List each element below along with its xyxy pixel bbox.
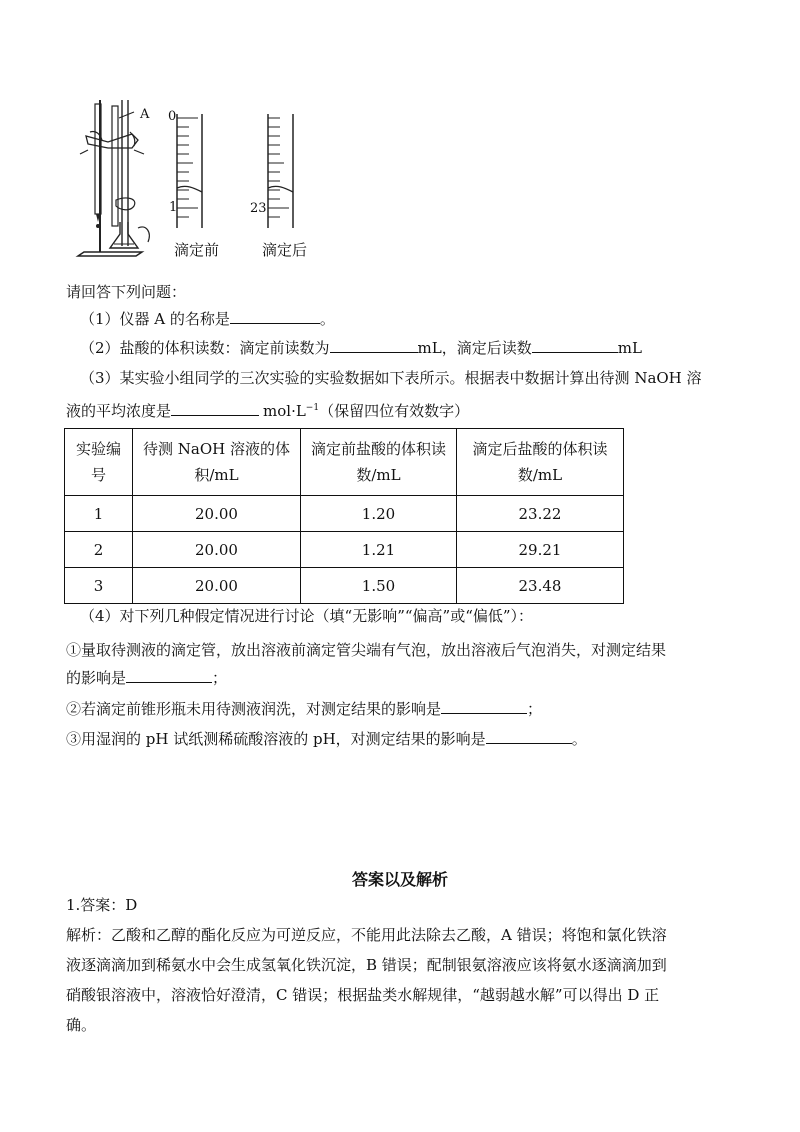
table-row [65,568,624,604]
table-row [65,532,624,568]
q4-item1-text: 的影响是 [66,669,127,687]
question-3-line-1: （3）某实验小组同学的三次实验的实验数据如下表所示。根据表中数据计算出待测 NaOH 溶 [80,369,702,387]
question-1 [80,309,335,329]
q4-item3-text: ③用湿润的 pH 试纸测稀硫酸溶液的 pH，对测定结果的影响是 [66,730,486,748]
table-cell: 2 [65,532,133,568]
question-2 [80,338,642,358]
table-header-cell: 滴定后盐酸的体积读数/mL [457,429,624,496]
explanation-line: 确。 [66,1016,97,1034]
question-4-item-2 [66,699,542,719]
q4-item2-end: ； [527,700,543,718]
table-header-cell: 待测 NaOH 溶液的体积/mL [133,429,301,496]
table-cell: 1.20 [301,496,457,532]
answer-blank [486,729,572,744]
caption-after: 滴定后 [262,241,308,259]
table-cell: 1 [65,496,133,532]
q3-note: （保留四位有效数字） [319,402,470,420]
explanation-line: 液逐滴滴加到稀氨水中会生成氢氧化铁沉淀，B 错误；配制银氨溶液应该将氨水逐滴滴加到 [66,956,667,974]
question-4-intro: （4）对下列几种假定情况进行讨论（填“无影响”“偏高”或“偏低”）： [80,607,534,625]
question-3-line-2 [66,398,469,421]
q1-text: （1）仪器 A 的名称是 [80,310,230,328]
q3-unit-exponent: −1 [305,403,320,413]
tick-1: 1 [169,200,178,215]
answer-blank [441,699,527,714]
q4-item1-end: ； [212,669,228,687]
table-cell: 3 [65,568,133,604]
table-cell: 20.00 [133,532,301,568]
q2-text-1: （2）盐酸的体积读数：滴定前读数为 [80,339,330,357]
table-cell: 23.22 [457,496,624,532]
answer-blank [330,338,418,353]
answer-label: 1.答案：D [66,896,138,914]
explanation-line: 解析：乙酸和乙醇的酯化反应为可逆反应，不能用此法除去乙酸，A 错误；将饱和氯化铁溶 [66,926,667,944]
answer-section-title: 答案以及解析 [351,870,448,889]
answer-blank [230,309,320,324]
table-row [65,496,624,532]
table-cell: 1.50 [301,568,457,604]
experiment-data-table [64,428,624,604]
question-4-item-1-line-1: ①量取待测液的滴定管，放出溶液前滴定管尖端有气泡，放出溶液后气泡消失，对测定结果 [66,641,667,659]
question-4-item-3 [66,729,587,749]
table-header-cell: 滴定前盐酸的体积读数/mL [301,429,457,496]
tick-23: 23 [250,201,267,216]
table-cell: 1.21 [301,532,457,568]
table-cell: 23.48 [457,568,624,604]
answer-blank [126,668,212,683]
q3-unit: mol·L [263,402,306,420]
table-cell: 20.00 [133,568,301,604]
q2-text-3: mL [617,339,642,357]
q1-end: 。 [319,310,335,328]
explanation-line: 硝酸银溶液中，溶液恰好澄清，C 错误；根据盐类水解规律，“越弱越水解”可以得出 D 正 [66,986,660,1004]
q3-text: 液的平均浓度是 [66,402,172,420]
tick-0: 0 [168,109,177,124]
question-4-item-1-line-2 [66,668,227,688]
answer-blank [532,338,618,353]
q4-item3-end: 。 [571,730,587,748]
table-cell: 29.21 [457,532,624,568]
table-header-cell: 实验编号 [65,429,133,496]
answer-blank [171,401,259,416]
caption-before: 滴定前 [174,241,220,259]
q4-item2-text: ②若滴定前锥形瓶未用待测液润洗，对测定结果的影响是 [66,700,442,718]
q2-text-2: mL，滴定后读数 [417,339,532,357]
table-header-row [65,429,624,496]
label-a: A [140,107,150,122]
titration-figure [72,96,332,266]
table-cell: 20.00 [133,496,301,532]
intro-text: 请回答下列问题： [66,283,187,301]
